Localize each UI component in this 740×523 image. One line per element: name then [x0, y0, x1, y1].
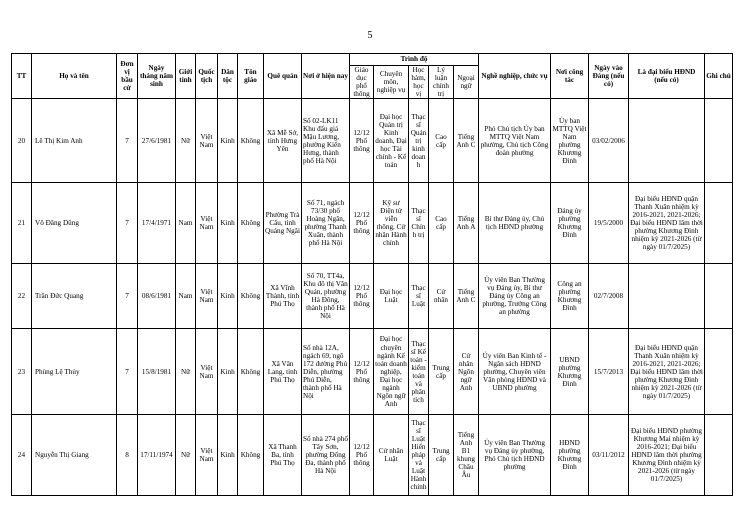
- cell-ho-ten: Phùng Lệ Thủy: [32, 329, 117, 415]
- cell-dai-bieu: Đại biểu HĐND phường Khương Mai nhiệm kỳ 2016-2021; Đại biểu HĐND lâm thời phường Khương Đình nhiệm kỳ 2021-2026 (từ ngày 01/7/2025): [629, 415, 705, 496]
- cell-tt: 21: [12, 183, 32, 264]
- cell-ton-giao: Không: [238, 264, 264, 329]
- cell-ngoai-ngu: Tiếng Anh C: [454, 99, 479, 183]
- page-number: 5: [367, 30, 373, 41]
- table-row: [12, 329, 733, 415]
- cell-quoc-tich: Việt Nam: [196, 183, 218, 264]
- cell-ngay-sinh: 27/6/1981: [138, 99, 176, 183]
- cell-noi-o: Số nhà 274 phố Tây Sơn, phường Đống Đa, thành phố Hà Nội: [302, 415, 350, 496]
- cell-noi-o: Số 02-LK11 Khu đấu giá Mậu Lương, phường Kiến Hưng, thành phố Hà Nội: [302, 99, 350, 183]
- cell-noi-cong-tac: UBND phường Khương Đình: [551, 329, 589, 415]
- table-row: [12, 183, 733, 264]
- cell-quoc-tich: Việt Nam: [196, 264, 218, 329]
- cell-giao-duc: 12/12 Phổ thông: [350, 415, 374, 496]
- cell-dan-toc: Kinh: [218, 99, 238, 183]
- cell-gioi-tinh: Nữ: [176, 329, 196, 415]
- cell-quoc-tich: Việt Nam: [196, 99, 218, 183]
- cell-que-quan: Xã Văn Lang, tỉnh Phú Thọ: [264, 329, 302, 415]
- cell-gioi-tinh: Nam: [176, 183, 196, 264]
- cell-hoc-ham: Thạc sĩ Kế toán - kiểm toán và phân tích: [409, 329, 429, 415]
- cell-don-vi: 8: [117, 415, 138, 496]
- cell-chuyen-mon: Đại học chuyên ngành Kế toán doanh nghiệp, Đại học ngành Ngôn ngữ Anh: [374, 329, 409, 415]
- cell-chuyen-mon: Đại học Luật: [374, 264, 409, 329]
- cell-dai-bieu: Đại biểu HĐND quận Thanh Xuân nhiệm kỳ 2016-2021, 2021-2026; Đại biểu HĐND lâm thời phường Khương Đình nhiệm kỳ 2021-2026 (từ ngày 01/7/2025): [629, 329, 705, 415]
- cell-que-quan: Phường Trà Câu, tỉnh Quảng Ngãi: [264, 183, 302, 264]
- header-ton-giao: Tôn giáo: [238, 54, 264, 99]
- cell-dan-toc: Kinh: [218, 415, 238, 496]
- cell-ghi-chu: [705, 329, 733, 415]
- cell-don-vi: 7: [117, 99, 138, 183]
- header-hoc-ham: Học hàm, học vị: [409, 66, 429, 99]
- header-don-vi: Đơn vị bầu cử: [117, 54, 138, 99]
- cell-noi-cong-tac: Công an phường Khương Đình: [551, 264, 589, 329]
- cell-tt: 20: [12, 99, 32, 183]
- cell-giao-duc: 12/12 Phổ thông: [350, 264, 374, 329]
- cell-noi-o: Số 71, ngách 73/30 phố Hoàng Ngân, phường Thanh Xuân, thành phố Hà Nội: [302, 183, 350, 264]
- table-row: [12, 99, 733, 183]
- header-giao-duc: Giáo dục phổ thông: [350, 66, 374, 99]
- cell-ghi-chu: [705, 183, 733, 264]
- header-chuyen-mon: Chuyên môn, nghiệp vụ: [374, 66, 409, 99]
- cell-ly-luan: Cử nhân: [429, 264, 454, 329]
- cell-ho-ten: Trần Đức Quang: [32, 264, 117, 329]
- header-ngoai-ngu: Ngoại ngữ: [454, 66, 479, 99]
- cell-noi-cong-tac: HĐND phường Khương Đình: [551, 415, 589, 496]
- cell-ngay-sinh: 15/8/1981: [138, 329, 176, 415]
- cell-ngay-vao-dang: 02/7/2008: [589, 264, 629, 329]
- cell-ghi-chu: [705, 99, 733, 183]
- cell-dai-bieu: Đại biểu HĐND quận Thanh Xuân nhiệm kỳ 2016-2021, 2021-2026; Đại biểu HĐND lâm thời phường Khương Đình nhiệm kỳ 2021-2026 (từ ngày 01/7/2025): [629, 183, 705, 264]
- table-row: [12, 415, 733, 496]
- cell-ly-luan: Cao cấp: [429, 99, 454, 183]
- header-gioi-tinh: Giới tính: [176, 54, 196, 99]
- cell-ngay-vao-dang: 03/11/2012: [589, 415, 629, 496]
- header-ghi-chu: Ghi chú: [705, 54, 733, 99]
- cell-ton-giao: Không: [238, 415, 264, 496]
- cell-ngay-vao-dang: 03/02/2006: [589, 99, 629, 183]
- cell-nghe-nghiep: Ủy viên Ban Thường vụ Đảng ủy, Bí thư Đảng ủy Công an phường, Trưởng Công an phường: [479, 264, 551, 329]
- cell-ly-luan: Cao cấp: [429, 183, 454, 264]
- header-noi-cong-tac: Nơi công tác: [551, 54, 589, 99]
- cell-chuyen-mon: Kỹ sư Điện tử viễn thông, Cử nhân Hành chính: [374, 183, 409, 264]
- header-ly-luan: Lý luận chính trị: [429, 66, 454, 99]
- cell-tt: 24: [12, 415, 32, 496]
- cell-don-vi: 7: [117, 264, 138, 329]
- cell-ly-luan: Trung cấp: [429, 415, 454, 496]
- cell-ngay-vao-dang: 19/5/2000: [589, 183, 629, 264]
- cell-ngoai-ngu: Tiếng Anh B1 khung Châu Âu: [454, 415, 479, 496]
- cell-ghi-chu: [705, 264, 733, 329]
- cell-dai-bieu: [629, 264, 705, 329]
- cell-que-quan: Xã Mễ Sở, tỉnh Hưng Yên: [264, 99, 302, 183]
- cell-nghe-nghiep: Ủy viên Ban Thường vụ Đảng ủy phường, Phó Chủ tịch HĐND phường: [479, 415, 551, 496]
- header-nghe-nghiep: Nghề nghiệp, chức vụ: [479, 54, 551, 99]
- header-trinh-do: Trình độ: [350, 54, 479, 66]
- cell-gioi-tinh: Nam: [176, 264, 196, 329]
- cell-dai-bieu: [629, 99, 705, 183]
- cell-ho-ten: Nguyễn Thị Giang: [32, 415, 117, 496]
- cell-tt: 22: [12, 264, 32, 329]
- header-ngay-sinh: Ngày tháng năm sinh: [138, 54, 176, 99]
- cell-que-quan: Xã Thanh Ba, tỉnh Phú Thọ: [264, 415, 302, 496]
- cell-giao-duc: 12/12 Phổ thông: [350, 99, 374, 183]
- cell-noi-o: Số 70, TT4a, Khu đô thị Văn Quán, phường Hà Đông, thành phố Hà Nội: [302, 264, 350, 329]
- cell-chuyen-mon: Cử nhân Luật: [374, 415, 409, 496]
- cell-hoc-ham: Thạc sĩ Chính trị: [409, 183, 429, 264]
- table-row: [12, 264, 733, 329]
- cell-que-quan: Xã Vĩnh Thành, tỉnh Phú Thọ: [264, 264, 302, 329]
- cell-don-vi: 7: [117, 183, 138, 264]
- cell-ho-ten: Lê Thị Kim Anh: [32, 99, 117, 183]
- cell-noi-cong-tac: Đảng ủy phường Khương Đình: [551, 183, 589, 264]
- cell-ngay-sinh: 17/4/1971: [138, 183, 176, 264]
- cell-gioi-tinh: Nữ: [176, 99, 196, 183]
- header-quoc-tich: Quốc tịch: [196, 54, 218, 99]
- cell-quoc-tich: Việt Nam: [196, 415, 218, 496]
- cell-nghe-nghiep: Phó Chủ tịch Ủy ban MTTQ Việt Nam phường, Chủ tịch Công đoàn phường: [479, 99, 551, 183]
- cell-dan-toc: Kinh: [218, 264, 238, 329]
- cell-tt: 23: [12, 329, 32, 415]
- cell-ly-luan: Trung cấp: [429, 329, 454, 415]
- cell-chuyen-mon: Đại học Quản trị Kinh doanh, Đại học Tài chính - Kế toán: [374, 99, 409, 183]
- cell-ngay-sinh: 17/11/1974: [138, 415, 176, 496]
- cell-dan-toc: Kinh: [218, 183, 238, 264]
- cell-nghe-nghiep: Ủy viên Ban Kinh tế - Ngân sách HĐND phường, Chuyên viên Văn phòng HĐND và UBND phường: [479, 329, 551, 415]
- cell-noi-cong-tac: Ủy ban MTTQ Việt Nam phường Khương Đình: [551, 99, 589, 183]
- cell-quoc-tich: Việt Nam: [196, 329, 218, 415]
- header-que-quan: Quê quán: [264, 54, 302, 99]
- cell-ngoai-ngu: Cử nhân Ngôn ngữ Anh: [454, 329, 479, 415]
- cell-ngoai-ngu: Tiếng Anh C: [454, 264, 479, 329]
- cell-ton-giao: Không: [238, 99, 264, 183]
- cell-ton-giao: Không: [238, 183, 264, 264]
- cell-ngoai-ngu: Tiếng Anh A: [454, 183, 479, 264]
- cell-giao-duc: 12/12 Phổ thông: [350, 183, 374, 264]
- cell-hoc-ham: Thạc sĩ Luật: [409, 264, 429, 329]
- cell-ngay-sinh: 08/6/1981: [138, 264, 176, 329]
- cell-ton-giao: Không: [238, 329, 264, 415]
- header-ho-ten: Họ và tên: [32, 54, 117, 99]
- header-noi-o: Nơi ở hiện nay: [302, 54, 350, 99]
- cell-hoc-ham: Thạc sĩ Quản trị kinh doanh: [409, 99, 429, 183]
- cell-noi-o: Số nhà 12A, ngách 69, ngõ 172 đường Phú Diễn, phường Phú Diễn, thành phố Hà Nội: [302, 329, 350, 415]
- header-dai-bieu: Là đại biểu HĐND (nếu có): [629, 54, 705, 99]
- cell-ngay-vao-dang: 15/7/2013: [589, 329, 629, 415]
- cell-don-vi: 7: [117, 329, 138, 415]
- cell-hoc-ham: Thạc sĩ Luật Hiến pháp và Luật Hành chính: [409, 415, 429, 496]
- candidate-table: [11, 53, 733, 496]
- header-tt: TT: [12, 54, 32, 99]
- cell-nghe-nghiep: Bí thư Đảng ủy, Chủ tịch HĐND phường: [479, 183, 551, 264]
- header-ngay-vao-dang: Ngày vào Đảng (nếu có): [589, 54, 629, 99]
- header-dan-toc: Dân tộc: [218, 54, 238, 99]
- cell-giao-duc: 12/12 Phổ thông: [350, 329, 374, 415]
- cell-dan-toc: Kinh: [218, 329, 238, 415]
- cell-ghi-chu: [705, 415, 733, 496]
- cell-gioi-tinh: Nữ: [176, 415, 196, 496]
- cell-ho-ten: Võ Đăng Dũng: [32, 183, 117, 264]
